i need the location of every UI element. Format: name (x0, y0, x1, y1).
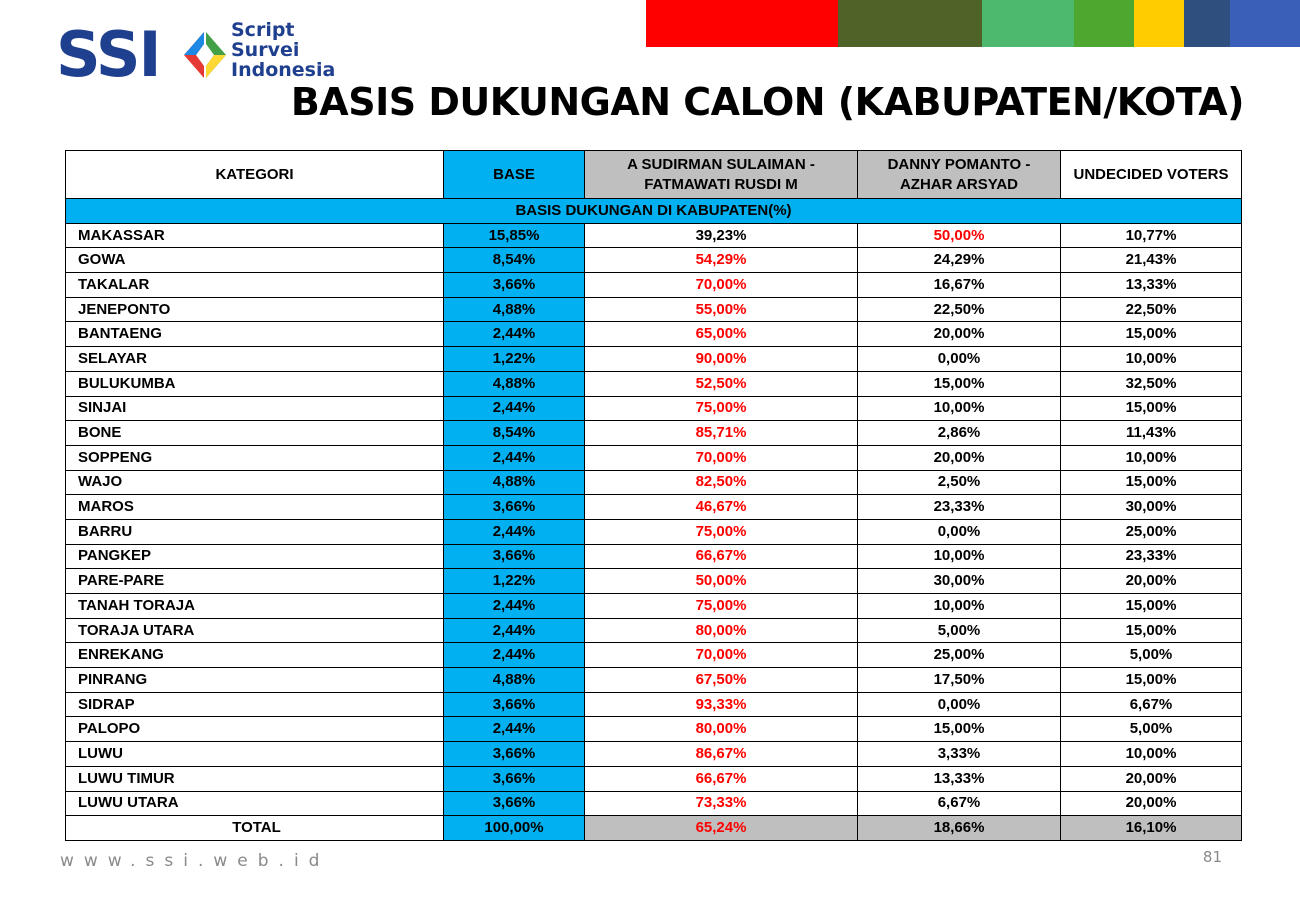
region-name: SOPPENG (66, 445, 444, 470)
undecided-value: 23,33% (1061, 544, 1242, 569)
base-value: 4,88% (444, 668, 585, 693)
base-value: 4,88% (444, 470, 585, 495)
table-row (66, 594, 1242, 619)
table-row (66, 618, 1242, 643)
candidate-2-value: 25,00% (858, 643, 1061, 668)
support-base-table (65, 150, 1242, 841)
region-name: TORAJA UTARA (66, 618, 444, 643)
undecided-value: 15,00% (1061, 470, 1242, 495)
header-kategori: KATEGORI (66, 151, 444, 199)
candidate-1-value: 75,00% (585, 519, 858, 544)
base-value: 8,54% (444, 421, 585, 446)
page-number: 81 (1202, 848, 1222, 866)
table-row (66, 668, 1242, 693)
candidate-2-value: 20,00% (858, 322, 1061, 347)
region-name: MAKASSAR (66, 223, 444, 248)
table-row (66, 519, 1242, 544)
undecided-value: 10,00% (1061, 742, 1242, 767)
candidate-1-value: 73,33% (585, 791, 858, 816)
table-row (66, 569, 1242, 594)
candidate-1-value: 85,71% (585, 421, 858, 446)
undecided-value: 15,00% (1061, 396, 1242, 421)
base-value: 1,22% (444, 569, 585, 594)
region-name: LUWU UTARA (66, 791, 444, 816)
total-label: TOTAL (66, 816, 444, 841)
base-value: 2,44% (444, 717, 585, 742)
base-value: 2,44% (444, 396, 585, 421)
candidate-2-value: 10,00% (858, 544, 1061, 569)
candidate-2-value: 2,50% (858, 470, 1061, 495)
page-title: BASIS DUKUNGAN CALON (KABUPATEN/KOTA) (290, 80, 1244, 124)
candidate-1-value: 70,00% (585, 643, 858, 668)
candidate-2-value: 22,50% (858, 297, 1061, 322)
candidate-1-value: 52,50% (585, 371, 858, 396)
table-row (66, 791, 1242, 816)
candidate-2-value: 0,00% (858, 692, 1061, 717)
undecided-value: 15,00% (1061, 322, 1242, 347)
logo-line-indonesia: Indonesia (231, 59, 336, 81)
candidate-1-value: 80,00% (585, 618, 858, 643)
undecided-value: 30,00% (1061, 495, 1242, 520)
undecided-value: 10,00% (1061, 347, 1242, 372)
base-value: 2,44% (444, 594, 585, 619)
table-row (66, 692, 1242, 717)
candidate-1-value: 75,00% (585, 396, 858, 421)
undecided-value: 5,00% (1061, 643, 1242, 668)
base-value: 3,66% (444, 544, 585, 569)
candidate-2-value: 2,86% (858, 421, 1061, 446)
table-row (66, 544, 1242, 569)
candidate-2-value: 23,33% (858, 495, 1061, 520)
region-name: BANTAENG (66, 322, 444, 347)
base-value: 3,66% (444, 692, 585, 717)
region-name: PARE-PARE (66, 569, 444, 594)
section-row (66, 199, 1242, 224)
candidate-2-value: 6,67% (858, 791, 1061, 816)
base-value: 3,66% (444, 273, 585, 298)
candidate-1-value: 55,00% (585, 297, 858, 322)
candidate-2-value: 15,00% (858, 717, 1061, 742)
base-value: 1,22% (444, 347, 585, 372)
candidate-1-value: 93,33% (585, 692, 858, 717)
undecided-value: 5,00% (1061, 717, 1242, 742)
table-row (66, 273, 1242, 298)
color-bar-segment (1184, 0, 1230, 47)
base-value: 2,44% (444, 322, 585, 347)
table-row (66, 717, 1242, 742)
table-row (66, 766, 1242, 791)
region-name: LUWU TIMUR (66, 766, 444, 791)
region-name: ENREKANG (66, 643, 444, 668)
undecided-value: 21,43% (1061, 248, 1242, 273)
region-name: BARRU (66, 519, 444, 544)
base-value: 3,66% (444, 742, 585, 767)
table-row (66, 445, 1242, 470)
candidate-1-value: 90,00% (585, 347, 858, 372)
candidate-1-value: 82,50% (585, 470, 858, 495)
candidate-2-value: 15,00% (858, 371, 1061, 396)
undecided-value: 20,00% (1061, 569, 1242, 594)
region-name: WAJO (66, 470, 444, 495)
color-bar-segment (1230, 0, 1300, 47)
candidate-1-value: 80,00% (585, 717, 858, 742)
color-bar-segment (1074, 0, 1134, 47)
undecided-value: 20,00% (1061, 791, 1242, 816)
candidate-1-value: 50,00% (585, 569, 858, 594)
candidate-1-value: 70,00% (585, 273, 858, 298)
header-base: BASE (444, 151, 585, 199)
region-name: LUWU (66, 742, 444, 767)
undecided-value: 25,00% (1061, 519, 1242, 544)
base-value: 3,66% (444, 766, 585, 791)
table-row (66, 223, 1242, 248)
candidate-1-value: 46,67% (585, 495, 858, 520)
table-row (66, 347, 1242, 372)
undecided-value: 10,00% (1061, 445, 1242, 470)
table-row (66, 248, 1242, 273)
logo-ssi-text: SSI (56, 18, 160, 91)
base-value: 15,85% (444, 223, 585, 248)
total-base-value: 100,00% (444, 816, 585, 841)
base-value: 3,66% (444, 791, 585, 816)
base-value: 2,44% (444, 519, 585, 544)
candidate-2-value: 24,29% (858, 248, 1061, 273)
total-candidate-1-value: 65,24% (585, 816, 858, 841)
table-row (66, 643, 1242, 668)
candidate-1-value: 39,23% (585, 223, 858, 248)
region-name: MAROS (66, 495, 444, 520)
candidate-2-value: 17,50% (858, 668, 1061, 693)
header-candidate-2: DANNY POMANTO - AZHAR ARSYAD (858, 151, 1061, 199)
region-name: TANAH TORAJA (66, 594, 444, 619)
candidate-2-value: 5,00% (858, 618, 1061, 643)
table-row (66, 495, 1242, 520)
logo-arrows-icon (182, 26, 228, 84)
total-undecided-value: 16,10% (1061, 816, 1242, 841)
candidate-2-value: 20,00% (858, 445, 1061, 470)
candidate-1-value: 66,67% (585, 544, 858, 569)
table-row (66, 742, 1242, 767)
undecided-value: 15,00% (1061, 594, 1242, 619)
region-name: SINJAI (66, 396, 444, 421)
region-name: SIDRAP (66, 692, 444, 717)
candidate-2-value: 30,00% (858, 569, 1061, 594)
base-value: 2,44% (444, 445, 585, 470)
base-value: 4,88% (444, 297, 585, 322)
color-bar-segment (646, 0, 838, 47)
region-name: PINRANG (66, 668, 444, 693)
region-name: TAKALAR (66, 273, 444, 298)
logo-line-script: Script (231, 19, 295, 41)
header-undecided: UNDECIDED VOTERS (1061, 151, 1242, 199)
table-header-row (66, 151, 1242, 199)
candidate-2-value: 16,67% (858, 273, 1061, 298)
undecided-value: 20,00% (1061, 766, 1242, 791)
undecided-value: 15,00% (1061, 618, 1242, 643)
undecided-value: 32,50% (1061, 371, 1242, 396)
undecided-value: 6,67% (1061, 692, 1242, 717)
candidate-2-value: 13,33% (858, 766, 1061, 791)
header-candidate-1: A SUDIRMAN SULAIMAN - FATMAWATI RUSDI M (585, 151, 858, 199)
table-row (66, 396, 1242, 421)
candidate-2-value: 10,00% (858, 396, 1061, 421)
region-name: BULUKUMBA (66, 371, 444, 396)
undecided-value: 11,43% (1061, 421, 1242, 446)
table-row (66, 371, 1242, 396)
region-name: BONE (66, 421, 444, 446)
total-row (66, 816, 1242, 841)
candidate-1-value: 54,29% (585, 248, 858, 273)
section-label: BASIS DUKUNGAN DI KABUPATEN(%) (66, 199, 1242, 224)
color-bar-segment (982, 0, 1074, 47)
undecided-value: 15,00% (1061, 668, 1242, 693)
candidate-1-value: 67,50% (585, 668, 858, 693)
region-name: JENEPONTO (66, 297, 444, 322)
logo-line-survei: Survei (231, 39, 300, 61)
region-name: PANGKEP (66, 544, 444, 569)
region-name: SELAYAR (66, 347, 444, 372)
logo-brand-text (231, 20, 335, 80)
table-row (66, 421, 1242, 446)
table-row (66, 470, 1242, 495)
candidate-1-value: 66,67% (585, 766, 858, 791)
candidate-2-value: 3,33% (858, 742, 1061, 767)
color-bar-segment (838, 0, 982, 47)
undecided-value: 22,50% (1061, 297, 1242, 322)
base-value: 2,44% (444, 643, 585, 668)
total-candidate-2-value: 18,66% (858, 816, 1061, 841)
footer-url: www.ssi.web.id (60, 851, 330, 871)
candidate-2-value: 10,00% (858, 594, 1061, 619)
candidate-2-value: 0,00% (858, 347, 1061, 372)
candidate-1-value: 70,00% (585, 445, 858, 470)
region-name: GOWA (66, 248, 444, 273)
color-bar-segment (1134, 0, 1184, 47)
base-value: 4,88% (444, 371, 585, 396)
undecided-value: 13,33% (1061, 273, 1242, 298)
undecided-value: 10,77% (1061, 223, 1242, 248)
region-name: PALOPO (66, 717, 444, 742)
base-value: 8,54% (444, 248, 585, 273)
table-row (66, 322, 1242, 347)
base-value: 2,44% (444, 618, 585, 643)
base-value: 3,66% (444, 495, 585, 520)
candidate-1-value: 86,67% (585, 742, 858, 767)
candidate-1-value: 65,00% (585, 322, 858, 347)
candidate-2-value: 0,00% (858, 519, 1061, 544)
table-row (66, 297, 1242, 322)
candidate-2-value: 50,00% (858, 223, 1061, 248)
top-color-bar (646, 0, 1300, 47)
candidate-1-value: 75,00% (585, 594, 858, 619)
